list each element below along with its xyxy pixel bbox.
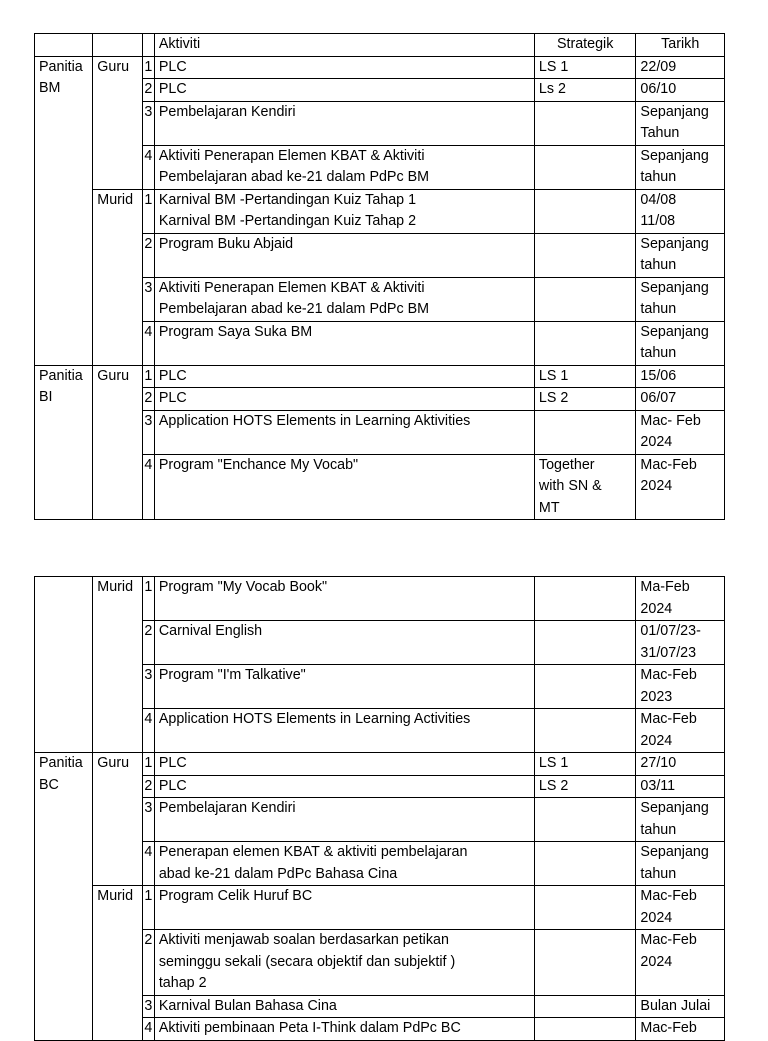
row-number: 4 <box>142 454 154 520</box>
panel-cell-bc: Panitia BC <box>35 753 93 1041</box>
row-number: 1 <box>142 56 154 79</box>
tarikh-cell: 01/07/23- 31/07/23 <box>636 621 725 665</box>
row-number: 3 <box>142 410 154 454</box>
strategik-cell: LS 1 <box>534 753 636 776</box>
tarikh-cell: Mac-Feb <box>636 1018 725 1041</box>
header-cell <box>35 34 93 57</box>
aktiviti-cell: Program "I'm Talkative" <box>154 665 534 709</box>
aktiviti-cell: PLC <box>154 365 534 388</box>
panel-cell-bi-continued <box>35 577 93 753</box>
row-number: 2 <box>142 775 154 798</box>
header-tarikh: Tarikh <box>636 34 725 57</box>
strategik-cell <box>534 798 636 842</box>
activity-table-1 <box>34 33 725 520</box>
row-number: 2 <box>142 233 154 277</box>
row-number: 4 <box>142 842 154 886</box>
table-header-row <box>35 34 725 57</box>
tarikh-cell: Sepanjang tahun <box>636 145 725 189</box>
aktiviti-cell: Application HOTS Elements in Learning Activities <box>154 709 534 753</box>
tarikh-cell: Mac-Feb 2024 <box>636 930 725 996</box>
header-cell <box>142 34 154 57</box>
panel-cell-bi: Panitia BI <box>35 365 93 520</box>
aktiviti-cell: Pembelajaran Kendiri <box>154 101 534 145</box>
strategik-cell <box>534 621 636 665</box>
strategik-cell <box>534 886 636 930</box>
strategik-cell <box>534 709 636 753</box>
table-row <box>35 56 725 79</box>
tarikh-cell: 22/09 <box>636 56 725 79</box>
aktiviti-cell: Program Buku Abjaid <box>154 233 534 277</box>
aktiviti-cell: PLC <box>154 79 534 102</box>
strategik-cell: LS 2 <box>534 388 636 411</box>
table-row <box>35 577 725 621</box>
aktiviti-cell: PLC <box>154 388 534 411</box>
activity-table-2 <box>34 576 725 1041</box>
tarikh-cell: Mac-Feb 2024 <box>636 454 725 520</box>
aktiviti-cell: Program "Enchance My Vocab" <box>154 454 534 520</box>
row-number: 4 <box>142 145 154 189</box>
tarikh-cell: 03/11 <box>636 775 725 798</box>
strategik-cell <box>534 277 636 321</box>
tarikh-cell: Sepanjang Tahun <box>636 101 725 145</box>
strategik-cell <box>534 1018 636 1041</box>
header-cell <box>93 34 143 57</box>
strategik-cell <box>534 930 636 996</box>
group-cell: Murid <box>93 577 143 753</box>
row-number: 1 <box>142 189 154 233</box>
aktiviti-cell: Application HOTS Elements in Learning Aktivities <box>154 410 534 454</box>
tarikh-cell: Mac-Feb 2024 <box>636 886 725 930</box>
tarikh-cell: 04/08 11/08 <box>636 189 725 233</box>
group-cell: Guru <box>93 365 143 520</box>
tarikh-cell: Sepanjang tahun <box>636 321 725 365</box>
strategik-cell <box>534 233 636 277</box>
row-number: 1 <box>142 577 154 621</box>
aktiviti-cell: Aktiviti Penerapan Elemen KBAT & Aktiviti Pembelajaran abad ke-21 dalam PdPc BM <box>154 145 534 189</box>
aktiviti-cell: PLC <box>154 753 534 776</box>
tarikh-cell: Mac- Feb 2024 <box>636 410 725 454</box>
row-number: 2 <box>142 930 154 996</box>
table-row <box>35 753 725 776</box>
strategik-cell <box>534 665 636 709</box>
group-cell: Murid <box>93 886 143 1041</box>
panel-cell-bm: Panitia BM <box>35 56 93 365</box>
group-cell: Guru <box>93 753 143 886</box>
aktiviti-cell: Karnival Bulan Bahasa Cina <box>154 995 534 1018</box>
tarikh-cell: 06/07 <box>636 388 725 411</box>
strategik-cell: LS 1 <box>534 56 636 79</box>
tarikh-cell: Mac-Feb 2024 <box>636 709 725 753</box>
aktiviti-cell: Pembelajaran Kendiri <box>154 798 534 842</box>
strategik-cell <box>534 145 636 189</box>
row-number: 3 <box>142 101 154 145</box>
aktiviti-cell: Program "My Vocab Book" <box>154 577 534 621</box>
aktiviti-cell: Aktiviti Penerapan Elemen KBAT & Aktiviti Pembelajaran abad ke-21 dalam PdPc BM <box>154 277 534 321</box>
strategik-cell: LS 1 <box>534 365 636 388</box>
aktiviti-cell: Penerapan elemen KBAT & aktiviti pembelajaran abad ke-21 dalam PdPc Bahasa Cina <box>154 842 534 886</box>
aktiviti-cell: Karnival BM -Pertandingan Kuiz Tahap 1 Karnival BM -Pertandingan Kuiz Tahap 2 <box>154 189 534 233</box>
table-row <box>35 189 725 233</box>
aktiviti-cell: Carnival English <box>154 621 534 665</box>
tarikh-cell: Mac-Feb 2023 <box>636 665 725 709</box>
strategik-cell <box>534 410 636 454</box>
strategik-cell <box>534 842 636 886</box>
row-number: 4 <box>142 709 154 753</box>
header-strategik: Strategik <box>534 34 636 57</box>
strategik-cell <box>534 189 636 233</box>
row-number: 1 <box>142 365 154 388</box>
tarikh-cell: Sepanjang tahun <box>636 233 725 277</box>
strategik-cell <box>534 577 636 621</box>
tarikh-cell: 27/10 <box>636 753 725 776</box>
tarikh-cell: 15/06 <box>636 365 725 388</box>
strategik-cell <box>534 321 636 365</box>
strategik-cell: Ls 2 <box>534 79 636 102</box>
group-cell: Guru <box>93 56 143 189</box>
aktiviti-cell: Program Celik Huruf BC <box>154 886 534 930</box>
row-number: 3 <box>142 798 154 842</box>
strategik-cell <box>534 101 636 145</box>
aktiviti-cell: PLC <box>154 775 534 798</box>
tarikh-cell: Ma-Feb 2024 <box>636 577 725 621</box>
row-number: 3 <box>142 277 154 321</box>
table-row <box>35 365 725 388</box>
row-number: 2 <box>142 79 154 102</box>
strategik-cell: Together with SN & MT <box>534 454 636 520</box>
row-number: 3 <box>142 665 154 709</box>
header-aktiviti: Aktiviti <box>154 34 534 57</box>
strategik-cell <box>534 995 636 1018</box>
row-number: 3 <box>142 995 154 1018</box>
tarikh-cell: Sepanjang tahun <box>636 842 725 886</box>
table-row <box>35 886 725 930</box>
aktiviti-cell: Aktiviti pembinaan Peta I-Think dalam PdPc BC <box>154 1018 534 1041</box>
tarikh-cell: Bulan Julai <box>636 995 725 1018</box>
row-number: 1 <box>142 886 154 930</box>
strategik-cell: LS 2 <box>534 775 636 798</box>
aktiviti-cell: Aktiviti menjawab soalan berdasarkan petikan seminggu sekali (secara objektif dan subjektif ) tahap 2 <box>154 930 534 996</box>
row-number: 1 <box>142 753 154 776</box>
row-number: 4 <box>142 321 154 365</box>
tarikh-cell: 06/10 <box>636 79 725 102</box>
row-number: 2 <box>142 621 154 665</box>
tarikh-cell: Sepanjang tahun <box>636 277 725 321</box>
row-number: 4 <box>142 1018 154 1041</box>
tarikh-cell: Sepanjang tahun <box>636 798 725 842</box>
group-cell: Murid <box>93 189 143 365</box>
aktiviti-cell: PLC <box>154 56 534 79</box>
row-number: 2 <box>142 388 154 411</box>
aktiviti-cell: Program Saya Suka BM <box>154 321 534 365</box>
